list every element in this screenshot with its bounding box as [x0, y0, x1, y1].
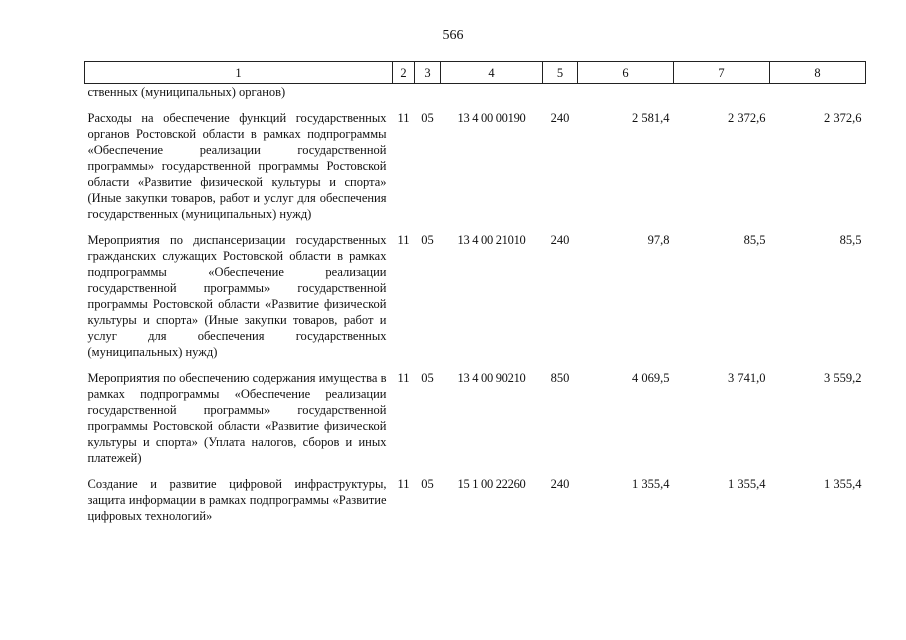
row-value-2: 3 741,0: [728, 371, 766, 385]
row-vr: 850: [550, 371, 570, 385]
column-header: 2: [393, 62, 415, 84]
column-header: 5: [543, 62, 578, 84]
row-value-1: 2 581,4: [632, 111, 670, 125]
row-value-2: 2 372,6: [728, 111, 766, 125]
row-rz: 11: [397, 371, 410, 385]
row-vr: 240: [550, 477, 570, 491]
continuation-text: ственных (муниципальных) органов): [87, 85, 286, 99]
row-rz: 11: [397, 111, 410, 125]
budget-table: [84, 61, 866, 534]
row-csr: 13 4 00 21010: [457, 233, 526, 247]
column-header: 4: [441, 62, 543, 84]
row-value-1: 4 069,5: [632, 371, 670, 385]
row-rz: 11: [397, 233, 410, 247]
row-pr: 05: [421, 371, 434, 385]
row-value-1: 97,8: [647, 233, 670, 247]
row-value-1: 1 355,4: [632, 477, 670, 491]
row-name: Мероприятия по диспансеризации государственных гражданских служащих Ростовской области в рамках подпрограммы «Обеспечение реализации государственной программы» государственной программы Ростовской области «Развитие физической культуры и спорта» (Иные закупки товаров, работ и услуг для обеспечения государственных (муниципальных) нужд): [87, 233, 387, 359]
column-header: 1: [85, 62, 393, 84]
row-pr: 05: [421, 233, 434, 247]
row-csr: 13 4 00 90210: [457, 371, 526, 385]
row-value-2: 85,5: [743, 233, 766, 247]
row-pr: 05: [421, 477, 434, 491]
column-header: 8: [770, 62, 866, 84]
row-name: Мероприятия по обеспечению содержания имущества в рамках подпрограммы «Обеспечение реализации государственной программы» государственной программы Ростовской области «Развитие физической культуры и спорта» (Уплата налогов, сборов и иных платежей): [87, 371, 387, 465]
table-row: [85, 476, 866, 534]
row-rz: 11: [397, 477, 410, 491]
row-value-3: 2 372,6: [824, 111, 862, 125]
table-row: [85, 232, 866, 370]
row-value-3: 85,5: [839, 233, 862, 247]
table-row: [85, 108, 866, 232]
row-name: Создание и развитие цифровой инфраструктуры, защита информации в рамках подпрограммы «Развитие цифровых технологий»: [87, 477, 387, 523]
row-pr: 05: [421, 111, 434, 125]
header-row: [85, 62, 866, 84]
row-value-3: 3 559,2: [824, 371, 862, 385]
column-header: 7: [674, 62, 770, 84]
row-value-3: 1 355,4: [824, 477, 862, 491]
row-csr: 15 1 00 22260: [457, 477, 526, 491]
row-value-2: 1 355,4: [728, 477, 766, 491]
page-number: 566: [442, 28, 464, 43]
row-csr: 13 4 00 00190: [457, 111, 526, 125]
column-header: 6: [578, 62, 674, 84]
row-vr: 240: [550, 111, 570, 125]
table-row: [85, 370, 866, 476]
row-vr: 240: [550, 233, 570, 247]
row-name: Расходы на обеспечение функций государственных органов Ростовской области в рамках подпрограммы «Обеспечение реализации государственной программы» государственной программы Ростовской области «Развитие физической культуры и спорта» (Иные закупки товаров, работ и услуг для обеспечения государственных (муниципальных) нужд): [87, 111, 387, 221]
column-header: 3: [415, 62, 441, 84]
continuation-row: [85, 84, 866, 109]
